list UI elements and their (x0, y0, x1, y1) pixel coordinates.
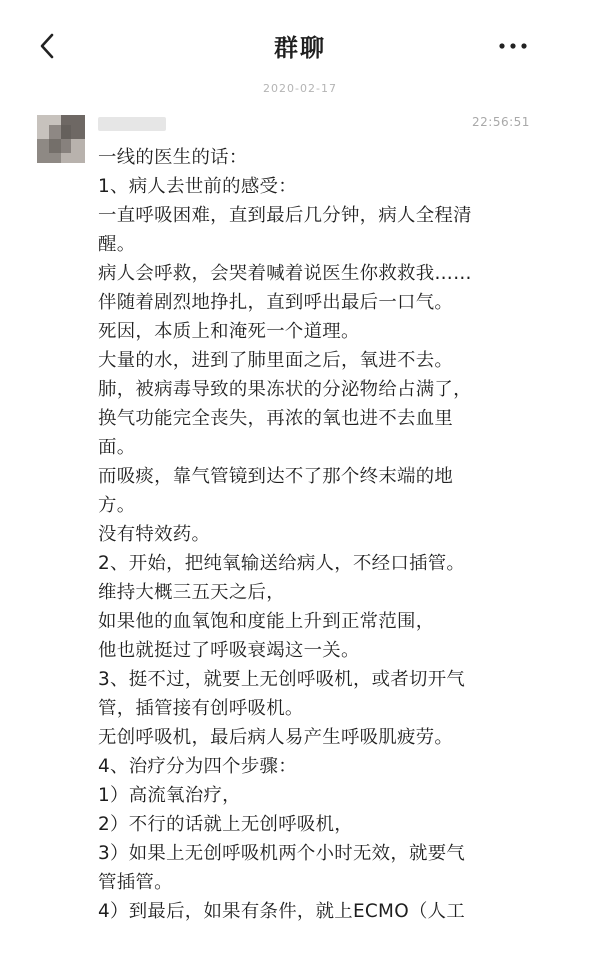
message-line: 病人会呼救，会哭着喊着说医生你救救我…… (98, 263, 472, 284)
nav-bar (0, 0, 600, 92)
message-text (98, 143, 538, 926)
message-line: 管，插管接有创呼吸机。 (98, 698, 304, 719)
message-line: 4、治疗分为四个步骤： (98, 756, 297, 777)
back-button[interactable] (34, 30, 62, 62)
chevron-left-icon (34, 30, 62, 62)
message-line: 2）不行的话就上无创呼吸机， (98, 814, 353, 835)
message-timestamp: 22:56:51 (472, 115, 530, 129)
message-line: 换气功能完全丧失，再浓的氧也进不去血里 (98, 408, 454, 429)
message-line: 醒。 (98, 234, 136, 255)
page-title: 群聊 (274, 34, 326, 62)
message-line: 方。 (98, 495, 136, 516)
message-line: 肺，被病毒导致的果冻状的分泌物给占满了， (98, 379, 472, 400)
message-line: 伴随着剧烈地挣扎，直到呼出最后一口气。 (98, 292, 454, 313)
message-line: 没有特效药。 (98, 524, 211, 545)
message-line: 无创呼吸机，最后病人易产生呼吸肌疲劳。 (98, 727, 454, 748)
message-line: 他也就挺过了呼吸衰竭这一关。 (98, 640, 360, 661)
message-line: 维持大概三五天之后， (98, 582, 285, 603)
message-line: 死因，本质上和淹死一个道理。 (98, 321, 360, 342)
message-line: 1、病人去世前的感受： (98, 176, 297, 197)
more-dots-icon (496, 38, 530, 54)
sender-name-blurred (98, 117, 166, 131)
message-line: 一线的医生的话： (98, 147, 248, 168)
message-line: 2、开始，把纯氧输送给病人，不经口插管。 (98, 553, 466, 574)
message-line: 3）如果上无创呼吸机两个小时无效，就要气 (98, 843, 466, 864)
message-line: 1）高流氧治疗， (98, 785, 241, 806)
date-divider: 2020-02-17 (263, 82, 337, 95)
more-button[interactable] (496, 38, 530, 54)
message-line: 4）到最后，如果有条件，就上ECMO（人工 (98, 901, 466, 922)
message-line: 大量的水，进到了肺里面之后，氧进不去。 (98, 350, 454, 371)
message-line: 3、挺不过，就要上无创呼吸机，或者切开气 (98, 669, 466, 690)
message-line: 一直呼吸困难，直到最后几分钟，病人全程清 (98, 205, 472, 226)
avatar[interactable] (37, 115, 85, 163)
message-line: 管插管。 (98, 872, 173, 893)
message-line: 而吸痰，靠气管镜到达不了那个终末端的地 (98, 466, 454, 487)
message-line: 如果他的血氧饱和度能上升到正常范围， (98, 611, 435, 632)
message-line: 面。 (98, 437, 136, 458)
